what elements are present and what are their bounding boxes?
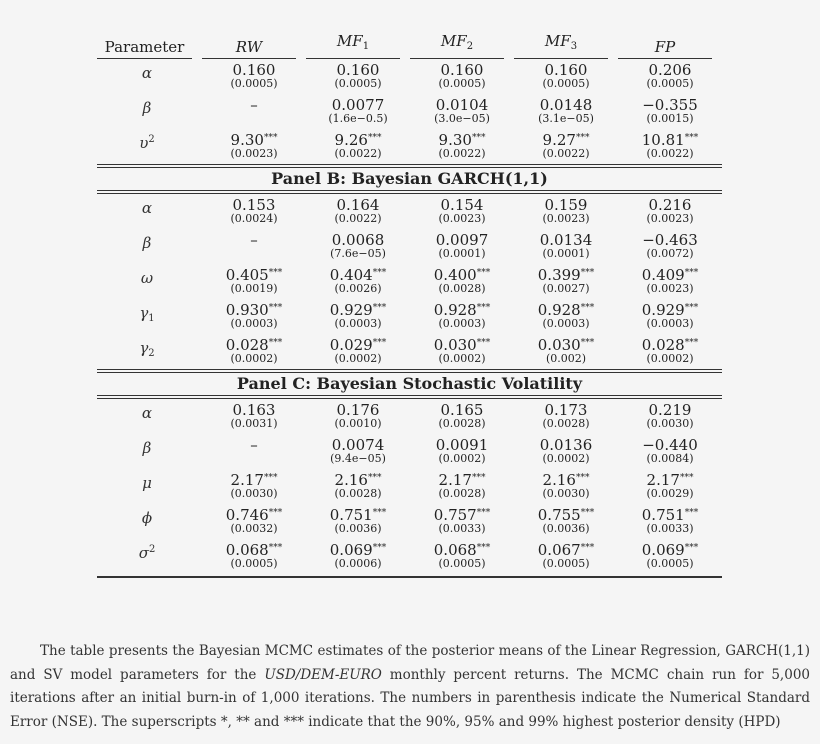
parameter-symbol: ω (140, 269, 154, 287)
significance-stars: *** (476, 543, 491, 553)
nse-value: (0.0033) (646, 522, 694, 535)
estimate-cell (311, 434, 405, 469)
significance-stars: *** (476, 338, 491, 348)
parameter-symbol: ϕ (141, 509, 153, 527)
nse-value: (0.0031) (230, 417, 278, 430)
nse-value: (0.0030) (542, 487, 590, 500)
nse-value: (0.0005) (334, 77, 382, 90)
nse-value: (0.0023) (646, 212, 694, 225)
nse-value: (0.0005) (646, 557, 694, 570)
significance-stars: *** (679, 473, 694, 483)
estimate-cell (415, 264, 509, 299)
estimate-cell (623, 334, 717, 369)
nse-value: (0.0030) (646, 417, 694, 430)
estimate-value: 0.069*** (329, 541, 387, 559)
estimate-value: 9.30*** (438, 131, 486, 149)
estimate-value: −0.440 (642, 436, 698, 454)
estimate-value: 0.404*** (329, 266, 387, 284)
nse-value: (0.0028) (438, 487, 486, 500)
nse-value: (0.0005) (646, 77, 694, 90)
significance-stars: *** (684, 338, 699, 348)
estimate-cell (519, 129, 613, 164)
significance-stars: *** (367, 473, 382, 483)
nse-value: (0.0033) (438, 522, 486, 535)
estimate-cell (311, 59, 405, 94)
estimate-value: 2.16*** (334, 471, 382, 489)
estimate-value: – (250, 96, 258, 114)
nse-value: (0.0023) (646, 282, 694, 295)
nse-value: (0.0003) (542, 317, 590, 330)
significance-stars: *** (684, 303, 699, 313)
column-header-3: $MF_2$ (410, 32, 504, 59)
estimate-value: 9.26*** (334, 131, 382, 149)
nse-value: (0.0028) (542, 417, 590, 430)
estimate-value: 0.160 (336, 61, 380, 79)
estimate-cell (623, 59, 717, 94)
table-row (97, 264, 722, 299)
nse-value: (3.0e−05) (434, 112, 490, 125)
estimate-cell (519, 399, 613, 434)
nse-value: (0.0024) (230, 212, 278, 225)
table-row (97, 504, 722, 539)
table-row (97, 334, 722, 369)
column-header-5: FP (618, 38, 712, 59)
estimate-value: −0.355 (642, 96, 698, 114)
table-row (97, 469, 722, 504)
nse-value: (0.0003) (646, 317, 694, 330)
estimate-value: −0.463 (642, 231, 698, 249)
estimate-cell (519, 229, 613, 264)
parameter-symbol: β (142, 234, 152, 252)
estimate-value: 0.929*** (641, 301, 699, 319)
estimate-value: 0.0148 (539, 96, 593, 114)
nse-value: (0.0005) (230, 557, 278, 570)
estimate-cell (311, 194, 405, 229)
estimate-cell (207, 129, 301, 164)
estimate-cell (207, 194, 301, 229)
estimate-value: 0.219 (648, 401, 692, 419)
nse-value: (7.6e−05) (330, 247, 386, 260)
estimate-value: 0.755*** (537, 506, 595, 524)
estimate-value: 0.068*** (433, 541, 491, 559)
parameter-symbol: $\sigma^2$ (138, 544, 156, 562)
estimate-cell (623, 539, 717, 574)
estimate-cell (519, 504, 613, 539)
estimate-value: 0.928*** (537, 301, 595, 319)
nse-value: (0.0028) (438, 282, 486, 295)
estimate-value: 0.0091 (435, 436, 489, 454)
significance-stars: *** (684, 268, 699, 278)
estimate-value: 0.163 (232, 401, 276, 419)
estimate-cell (311, 469, 405, 504)
significance-stars: *** (372, 268, 387, 278)
estimate-cell (415, 504, 509, 539)
estimate-cell (311, 334, 405, 369)
estimate-cell (207, 539, 301, 574)
estimate-cell (207, 229, 301, 264)
nse-value: (0.0029) (646, 487, 694, 500)
significance-stars: *** (580, 543, 595, 553)
estimate-cell (519, 434, 613, 469)
nse-value: (0.0005) (230, 77, 278, 90)
estimate-cell (415, 94, 509, 129)
significance-stars: *** (580, 338, 595, 348)
estimate-value: 0.165 (440, 401, 484, 419)
estimate-cell (311, 399, 405, 434)
estimate-cell (207, 434, 301, 469)
estimate-value: 2.16*** (542, 471, 590, 489)
estimate-value: 0.751*** (329, 506, 387, 524)
estimate-cell (519, 299, 613, 334)
estimate-value: 0.751*** (641, 506, 699, 524)
nse-value: (0.0001) (542, 247, 590, 260)
nse-value: (0.0032) (230, 522, 278, 535)
estimate-value: 0.928*** (433, 301, 491, 319)
significance-stars: *** (471, 133, 486, 143)
significance-stars: *** (372, 303, 387, 313)
estimate-cell (415, 399, 509, 434)
significance-stars: *** (580, 268, 595, 278)
significance-stars: *** (372, 543, 387, 553)
estimate-cell (415, 539, 509, 574)
estimate-value: 0.176 (336, 401, 380, 419)
significance-stars: *** (372, 338, 387, 348)
significance-stars: *** (580, 508, 595, 518)
estimate-value: 0.160 (544, 61, 588, 79)
nse-value: (0.0036) (542, 522, 590, 535)
significance-stars: *** (684, 543, 699, 553)
table-row (97, 129, 722, 164)
estimate-value: 0.0068 (331, 231, 385, 249)
nse-value: (0.0003) (334, 317, 382, 330)
estimate-value: 0.0134 (539, 231, 593, 249)
parameter-symbol: α (141, 199, 153, 217)
estimate-cell (623, 469, 717, 504)
nse-value: (0.0023) (230, 147, 278, 160)
nse-value: (0.0019) (230, 282, 278, 295)
nse-value: (0.002) (545, 352, 587, 365)
estimate-cell (207, 59, 301, 94)
estimate-cell (623, 264, 717, 299)
significance-stars: *** (476, 303, 491, 313)
estimate-cell (623, 504, 717, 539)
parameter-symbol: α (141, 404, 153, 422)
estimate-cell (207, 469, 301, 504)
nse-value: (0.0023) (542, 212, 590, 225)
estimate-cell (519, 334, 613, 369)
estimate-cell (311, 229, 405, 264)
nse-value: (0.0005) (542, 557, 590, 570)
nse-value: (0.0002) (334, 352, 382, 365)
results-table (97, 32, 722, 580)
table-row (97, 229, 722, 264)
estimate-value: 0.173 (544, 401, 588, 419)
estimate-value: 0.0104 (435, 96, 489, 114)
estimate-value: 0.153 (232, 196, 276, 214)
panel-title: Panel B: Bayesian GARCH(1,1) (271, 169, 548, 188)
nse-value: (0.0002) (646, 352, 694, 365)
estimate-value: 0.930*** (225, 301, 283, 319)
nse-value: (0.0001) (438, 247, 486, 260)
significance-stars: *** (684, 133, 699, 143)
nse-value: (0.0003) (230, 317, 278, 330)
estimate-value: 0.409*** (641, 266, 699, 284)
nse-value: (0.0084) (646, 452, 694, 465)
estimate-cell (415, 334, 509, 369)
estimate-value: 0.068*** (225, 541, 283, 559)
table-row (97, 194, 722, 229)
estimate-cell (519, 264, 613, 299)
parameter-symbol: β (142, 99, 152, 117)
significance-stars: *** (575, 133, 590, 143)
column-header-2: $MF_1$ (306, 32, 400, 59)
note-text-1: The table presents the Bayesian MCMC estimates of the posterior means of the Linear Regression, GARCH(1,1) and SV model parameters for the (10, 643, 810, 683)
estimate-value: 0.028*** (641, 336, 699, 354)
estimate-value: 0.0097 (435, 231, 489, 249)
estimate-cell (623, 299, 717, 334)
significance-stars: *** (476, 268, 491, 278)
estimate-cell (207, 94, 301, 129)
estimate-value: 10.81*** (641, 131, 699, 149)
estimate-value: 2.17*** (646, 471, 694, 489)
estimate-value: 0.0077 (331, 96, 385, 114)
estimate-cell (415, 229, 509, 264)
estimate-cell (311, 539, 405, 574)
estimate-value: 0.028*** (225, 336, 283, 354)
nse-value: (0.0072) (646, 247, 694, 260)
estimate-value: – (250, 231, 258, 249)
significance-stars: *** (268, 268, 283, 278)
table-row (97, 434, 722, 469)
nse-value: (0.0022) (334, 147, 382, 160)
nse-value: (0.0028) (438, 417, 486, 430)
estimate-value: 0.160 (232, 61, 276, 79)
parameter-symbol: $\gamma_2$ (139, 339, 155, 359)
estimate-cell (519, 194, 613, 229)
nse-value: (0.0002) (542, 452, 590, 465)
nse-value: (3.1e−05) (538, 112, 594, 125)
estimate-value: 0.757*** (433, 506, 491, 524)
panel-title: Panel C: Bayesian Stochastic Volatility (236, 374, 583, 393)
nse-value: (0.0002) (438, 452, 486, 465)
nse-value: (9.4e−05) (330, 452, 386, 465)
estimate-cell (415, 434, 509, 469)
table-row (97, 399, 722, 434)
nse-value: (0.0005) (542, 77, 590, 90)
significance-stars: *** (268, 543, 283, 553)
estimate-cell (519, 94, 613, 129)
note-text-2: monthly percent returns. The MCMC chain run for 5,000 iterations after an initial burn-in of 1,000 iterations. The numbers in parenthesis indicate the Numerical Standard Error (NSE). The superscripts *, ** and *** indicate that the 90%, 95% and 99% highest posterior density (HPD) (10, 666, 810, 730)
estimate-cell (623, 194, 717, 229)
significance-stars: *** (580, 303, 595, 313)
nse-value: (0.0026) (334, 282, 382, 295)
estimate-value: 2.17*** (438, 471, 486, 489)
nse-value: (0.0003) (438, 317, 486, 330)
estimate-cell (623, 434, 717, 469)
estimate-value: 0.405*** (225, 266, 283, 284)
estimate-cell (207, 399, 301, 434)
estimate-value: 0.029*** (329, 336, 387, 354)
estimate-cell (623, 399, 717, 434)
column-header-4: $MF_3$ (514, 32, 608, 59)
significance-stars: *** (476, 508, 491, 518)
estimate-cell (207, 299, 301, 334)
nse-value: (0.0015) (646, 112, 694, 125)
table-row (97, 539, 722, 574)
estimate-cell (519, 59, 613, 94)
estimate-value: 0.030*** (537, 336, 595, 354)
bottom-rule (97, 576, 722, 580)
nse-value: (0.0002) (438, 352, 486, 365)
estimate-value: 0.030*** (433, 336, 491, 354)
estimate-cell (623, 229, 717, 264)
table-header (97, 32, 722, 59)
estimate-cell (311, 264, 405, 299)
estimate-cell (207, 264, 301, 299)
estimate-cell (623, 94, 717, 129)
note-currency-pair: USD/DEM-EURO (264, 666, 382, 683)
estimate-cell (207, 504, 301, 539)
nse-value: (0.0006) (334, 557, 382, 570)
estimate-value: 0.154 (440, 196, 484, 214)
nse-value: (0.0022) (542, 147, 590, 160)
significance-stars: *** (684, 508, 699, 518)
estimate-value: 0.399*** (537, 266, 595, 284)
nse-value: (0.0022) (646, 147, 694, 160)
estimate-value: 0.067*** (537, 541, 595, 559)
parameter-symbol: $\upsilon^2$ (139, 134, 155, 152)
estimate-value: 0.160 (440, 61, 484, 79)
estimate-value: 0.216 (648, 196, 692, 214)
significance-stars: *** (471, 473, 486, 483)
estimate-cell (415, 194, 509, 229)
nse-value: (0.0028) (334, 487, 382, 500)
estimate-value: – (250, 436, 258, 454)
estimate-cell (311, 299, 405, 334)
nse-value: (1.6e−0.5) (328, 112, 388, 125)
estimate-value: 0.159 (544, 196, 588, 214)
estimate-value: 0.164 (336, 196, 380, 214)
table-row (97, 94, 722, 129)
estimate-cell (519, 539, 613, 574)
estimate-cell (311, 129, 405, 164)
table-row (97, 299, 722, 334)
estimate-value: 9.27*** (542, 131, 590, 149)
nse-value: (0.0023) (438, 212, 486, 225)
nse-value: (0.0030) (230, 487, 278, 500)
estimate-cell (311, 504, 405, 539)
estimate-value: 0.0136 (539, 436, 593, 454)
column-header-0: Parameter (97, 38, 192, 59)
nse-value: (0.0005) (438, 77, 486, 90)
estimate-cell (207, 334, 301, 369)
estimate-value: 2.17*** (230, 471, 278, 489)
significance-stars: *** (268, 508, 283, 518)
significance-stars: *** (268, 303, 283, 313)
parameter-symbol: β (142, 439, 152, 457)
significance-stars: *** (372, 508, 387, 518)
estimate-value: 0.069*** (641, 541, 699, 559)
significance-stars: *** (263, 473, 278, 483)
estimate-value: 0.746*** (225, 506, 283, 524)
nse-value: (0.0022) (334, 212, 382, 225)
significance-stars: *** (268, 338, 283, 348)
nse-value: (0.0036) (334, 522, 382, 535)
nse-value: (0.0002) (230, 352, 278, 365)
table-row (97, 59, 722, 94)
estimate-cell (415, 129, 509, 164)
estimate-value: 9.30*** (230, 131, 278, 149)
column-header-1: RW (202, 38, 296, 59)
estimate-value: 0.206 (648, 61, 692, 79)
nse-value: (0.0005) (438, 557, 486, 570)
estimate-cell (311, 94, 405, 129)
estimate-cell (415, 299, 509, 334)
estimate-cell (519, 469, 613, 504)
table-note (10, 640, 810, 734)
parameter-symbol: μ (142, 474, 152, 492)
estimate-value: 0.929*** (329, 301, 387, 319)
significance-stars: *** (367, 133, 382, 143)
estimate-cell (623, 129, 717, 164)
estimate-cell (415, 469, 509, 504)
nse-value: (0.0010) (334, 417, 382, 430)
estimate-value: 0.400*** (433, 266, 491, 284)
significance-stars: *** (263, 133, 278, 143)
estimate-cell (415, 59, 509, 94)
estimate-value: 0.0074 (331, 436, 385, 454)
parameter-symbol: $\gamma_1$ (139, 304, 155, 324)
nse-value: (0.0027) (542, 282, 590, 295)
significance-stars: *** (575, 473, 590, 483)
nse-value: (0.0022) (438, 147, 486, 160)
parameter-symbol: α (141, 64, 153, 82)
